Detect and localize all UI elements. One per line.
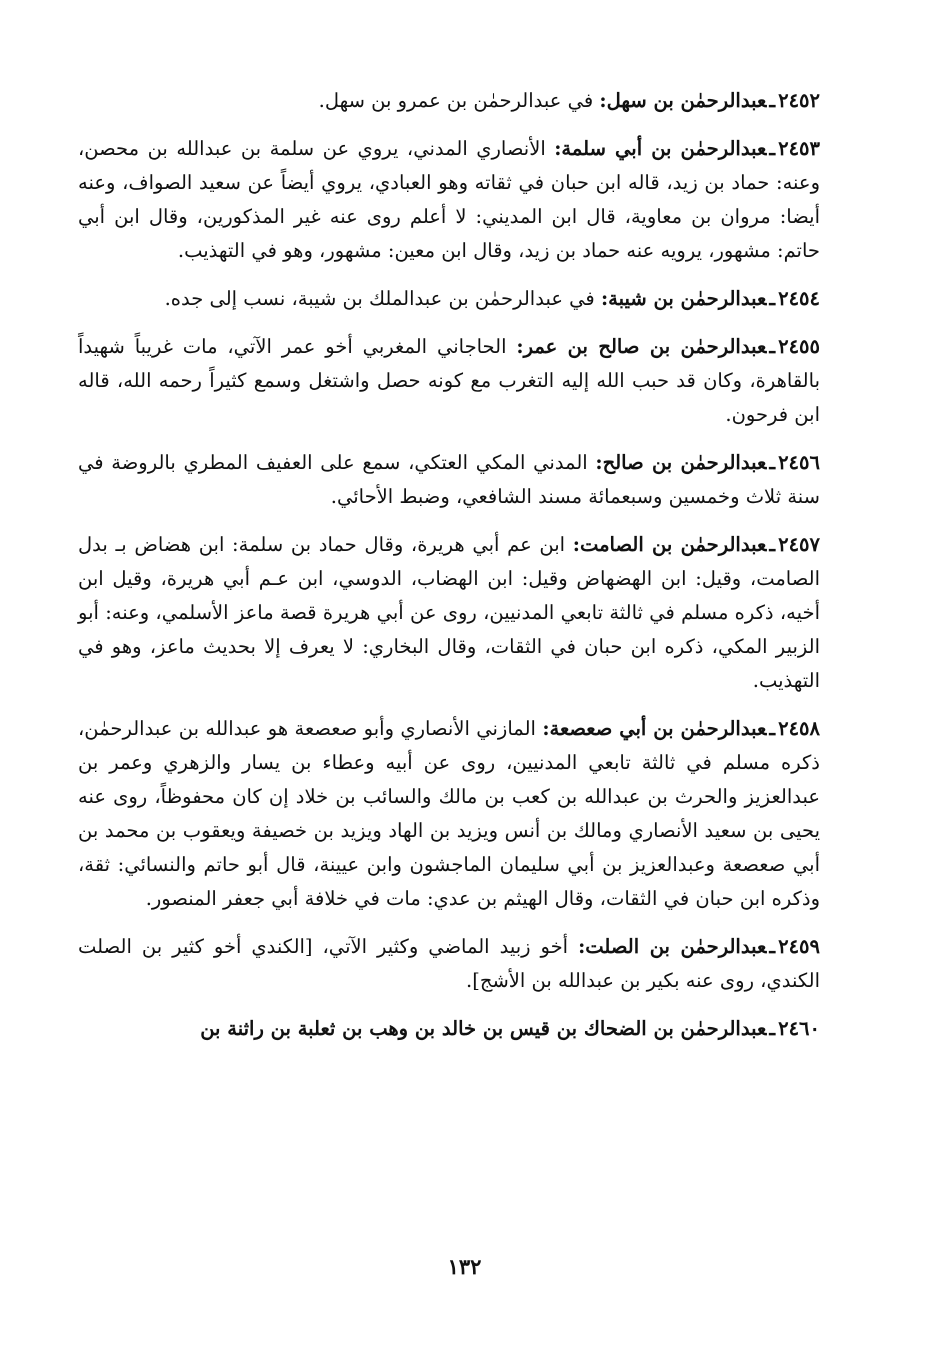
entry-dash: ـ <box>769 89 776 112</box>
biography-entry <box>78 930 820 998</box>
entry-dash: ـ <box>769 533 776 556</box>
entry-text: في عبدالرحمٰن بن عبدالملك بن شيبة، نسب إلى جده. <box>164 287 595 310</box>
biography-entry <box>78 330 820 432</box>
entry-number: ٢٤٥٢ <box>778 89 820 112</box>
biography-entry <box>78 712 820 916</box>
entry-text: أخو زبيد الماضي وكثير الآتي، [الكندي أخو كثير بن الصلت الكندي، روى عنه بكير بن عبدالله بن الأشج]. <box>78 935 820 992</box>
biography-entry <box>78 446 820 514</box>
biography-entry <box>78 282 820 316</box>
biography-entry <box>78 528 820 698</box>
entry-number: ٢٤٥٧ <box>778 533 821 556</box>
entry-dash: ـ <box>769 287 776 310</box>
entry-text: في عبدالرحمٰن بن عمرو بن سهل. <box>318 89 594 112</box>
entry-number: ٢٤٥٩ <box>778 935 820 958</box>
entry-text: المدني المكي العتكي، سمع على العفيف المطري بالروضة في سنة ثلاث وخمسين وسبعمائة مسند الشافعي، وضبط الأحائي. <box>78 451 820 508</box>
entry-name: عبدالرحمٰن بن الصامت: <box>572 533 767 556</box>
entry-number: ٢٤٦٠ <box>778 1017 820 1040</box>
entry-number: ٢٤٥٨ <box>778 717 820 740</box>
biography-entry <box>78 1012 820 1046</box>
entry-dash: ـ <box>769 717 776 740</box>
entry-dash: ـ <box>769 137 776 160</box>
page-body <box>78 84 820 1060</box>
biography-entry <box>78 84 820 118</box>
entry-dash: ـ <box>769 335 776 358</box>
page-number: ١٣٢ <box>447 1254 482 1279</box>
entry-name: عبدالرحمٰن بن صالح بن عمر: <box>516 335 767 358</box>
entry-number: ٢٤٥٥ <box>778 335 820 358</box>
entry-name: عبدالرحمٰن بن صالح: <box>595 451 767 474</box>
entry-number: ٢٤٥٤ <box>778 287 820 310</box>
entry-name: عبدالرحمٰن بن الضحاك بن قيس بن خالد بن وهب بن ثعلبة بن راثنة بن <box>200 1017 767 1040</box>
entry-dash: ـ <box>769 1017 776 1040</box>
entry-text: ابن عم أبي هريرة، وقال حماد بن سلمة: ابن هضاض بـ بدل الصامت، وقيل: ابن الهضهاض وقيل: ابن الهضاب، الدوسي، ابن عـم أبي هريرة، وقيل ابن أخيه، ذكره مسلم في ثالثة تابعي المدنيين، روى عن أبي هريرة قصة ماعز الأسلمي، وعنه: أبو الزبير المكي، ذكره ابن حبان في الثقات، وقال البخاري: لا يعرف إلا بحديث ماعز، وهو في التهذيب. <box>78 533 820 692</box>
entry-name: عبدالرحمٰن بن أبي سلمة: <box>554 137 767 160</box>
entry-name: عبدالرحمٰن بن أبي صعصعة: <box>542 717 767 740</box>
entry-name: عبدالرحمٰن بن الصلت: <box>578 935 767 958</box>
entry-text: الحاجاني المغربي أخو عمر الآتي، مات غريباً شهيداً بالقاهرة، وكان قد حبب الله إليه التغرب مع كونه حصل واشتغل وسمع كثيراً رحمه الله، قاله ابن فرحون. <box>78 335 820 426</box>
entry-name: عبدالرحمٰن بن شيبة: <box>600 287 767 310</box>
entry-dash: ـ <box>769 935 776 958</box>
biography-entry <box>78 132 820 268</box>
entry-number: ٢٤٥٦ <box>778 451 820 474</box>
entry-number: ٢٤٥٣ <box>778 137 820 160</box>
entry-dash: ـ <box>769 451 776 474</box>
entry-text: الأنصاري المدني، يروي عن سلمة بن عبدالله بن محصن، وعنه: حماد بن زيد، قاله ابن حبان في ثقاته وهو العبادي، يروي أيضاً عن سعيد الصواف، وعنه أيضا: مروان بن معاوية، قال ابن المديني: لا أعلم روى عنه غير المذكورين، وقال ابن أبي حاتم: مشهور، يرويه عنه حماد بن زيد، وقال ابن معين: مشهور، وهو في التهذيب. <box>78 137 820 262</box>
entry-name: عبدالرحمٰن بن سهل: <box>599 89 767 112</box>
entry-text: المازني الأنصاري وأبو صعصعة هو عبدالله بن عبدالرحمٰن، ذكره مسلم في ثالثة تابعي المدنيين، روى عن أبيه وعطاء بن يسار والزهري وعمر بن عبدالعزيز والحرث بن عبدالله بن كعب بن مالك والسائب بن خلاد إن كان محفوظاً، روى عنه يحيى بن سعيد الأنصاري ومالك بن أنس ويزيد بن الهاد ويزيد بن خصيفة ويعقوب بن محمد بن أبي صعصعة وعبدالعزيز بن أبي سليمان الماجشون وابن عيينة، قال أبو حاتم والنسائي: ثقة، وذكره ابن حبان في الثقات، وقال الهيثم بن عدي: مات في خلافة أبي جعفر المنصور. <box>78 717 820 910</box>
